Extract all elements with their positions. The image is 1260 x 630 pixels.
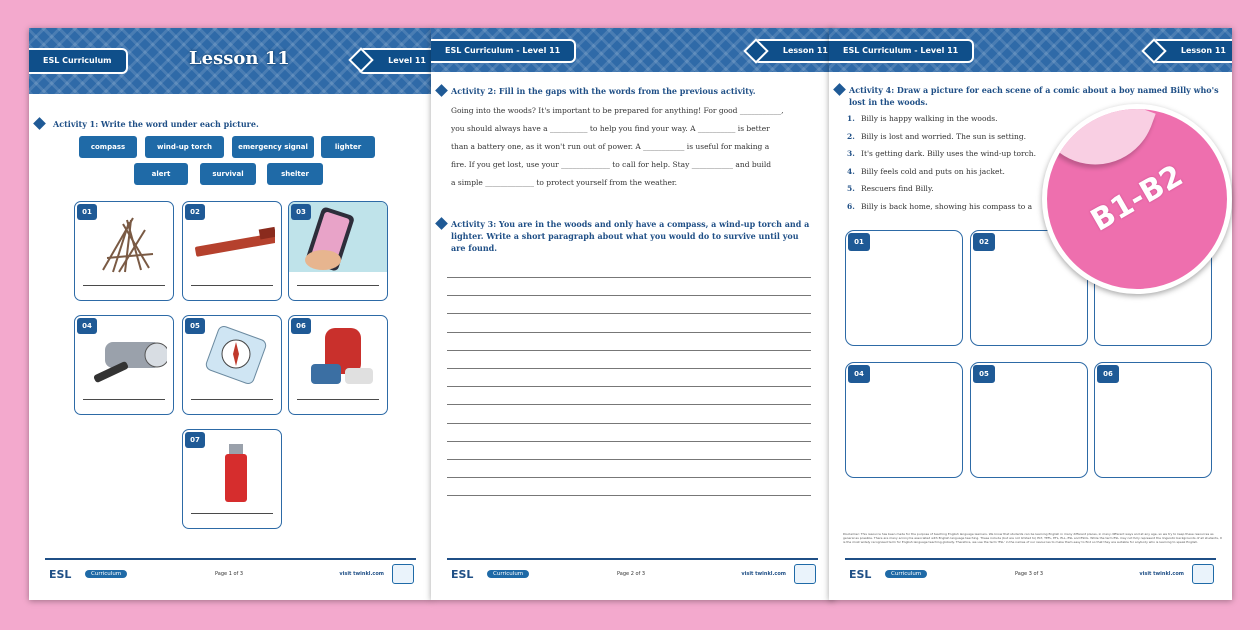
word-chip: emergency signal (232, 136, 314, 158)
list-item: 6. Billy is back home, showing his compass to a (847, 201, 1033, 211)
sticks-image (83, 210, 167, 276)
lesson-label: Lesson 11 (782, 46, 828, 55)
writing-line[interactable] (447, 350, 811, 351)
card-number: 06 (291, 318, 311, 334)
card-number: 03 (291, 204, 311, 220)
panel-number: 05 (973, 365, 995, 383)
twinkl-badge-icon (794, 564, 816, 584)
diamond-icon (743, 38, 768, 63)
writing-line[interactable] (447, 295, 811, 296)
sticker-curl (1042, 104, 1156, 181)
worksheet-page-2 (431, 28, 834, 600)
answer-line[interactable] (83, 285, 165, 286)
page-footer (447, 558, 818, 588)
panel-number: 01 (848, 233, 870, 251)
esl-logo: ESL (849, 568, 872, 581)
curriculum-badge: Curriculum (85, 570, 127, 578)
writing-line[interactable] (447, 332, 811, 333)
list-item: 1. Billy is happy walking in the woods. (847, 114, 998, 123)
activity-4-text: Activity 4: Draw a picture for each scene of a comic about a boy named Billy who's lost in the woods. (849, 85, 1219, 107)
comic-panel[interactable] (970, 362, 1088, 478)
card-number: 02 (185, 204, 205, 220)
writing-line[interactable] (447, 404, 811, 405)
writing-line[interactable] (447, 477, 811, 478)
picture-card (182, 201, 282, 301)
curriculum-tag: ESL Curriculum - Level 11 (829, 39, 974, 63)
picture-card (288, 201, 388, 301)
backpack-image (297, 324, 381, 390)
word-chip: wind-up torch (145, 136, 224, 158)
answer-line[interactable] (297, 399, 379, 400)
writing-line[interactable] (447, 459, 811, 460)
word-chip: survival (200, 163, 256, 185)
panel-number: 06 (1097, 365, 1119, 383)
comic-panel[interactable] (1094, 362, 1212, 478)
esl-logo: ESL (451, 568, 474, 581)
site-link[interactable]: visit twinkl.com (339, 571, 384, 577)
picture-card (288, 315, 388, 415)
activity-1-text: Activity 1: Write the word under each picture. (53, 119, 259, 129)
activity-3-heading (451, 218, 811, 254)
picture-card (182, 429, 282, 529)
diamond-icon (833, 83, 846, 96)
paragraph-line: fire. If you get lost, use your _____________ to call for help. Stay ___________ and build (451, 160, 772, 169)
word-chip: compass (79, 136, 137, 158)
panel-number: 04 (848, 365, 870, 383)
card-number: 05 (185, 318, 205, 334)
activity-2-text: Activity 2: Fill in the gaps with the words from the previous activity. (451, 86, 756, 96)
worksheet-page-1 (29, 28, 432, 600)
site-link[interactable]: visit twinkl.com (741, 571, 786, 577)
page-number: Page 2 of 3 (617, 571, 646, 577)
diamond-icon (435, 84, 448, 97)
word-chip: alert (134, 163, 188, 185)
lesson-title: Lesson 11 (189, 48, 290, 69)
level-label: Level 11 (388, 56, 426, 65)
page-footer (45, 558, 416, 588)
list-item: 3. It's getting dark. Billy uses the wind-up torch. (847, 149, 1036, 158)
activity-4-heading (849, 84, 1219, 108)
page-number: Page 1 of 3 (215, 571, 244, 577)
flare-image (191, 210, 275, 276)
comic-panel[interactable] (845, 362, 963, 478)
disclaimer-text: Disclaimer: This resource has been made for the purpose of teaching English language learners. We know that students can be learning English in many different places, in many different ways and at any age, so we try to keep these resources as general as possible. There are many acronyms associated with English language teaching. These include (but are not limited to) ELT, TEFL, EFL, ELL, ESL and ESOL. While the term ESL may not fully represent the linguistic backgrounds of all students, it is the most widely recognised term for English language teaching globally. Therefore, we use the term 'ESL' in the names of our resources to make them easy to find so that they are suitable for anybody who is learning to speak English. (843, 532, 1222, 544)
page-footer (845, 558, 1216, 588)
card-number: 07 (185, 432, 205, 448)
lighter-image (191, 438, 275, 504)
picture-card (182, 315, 282, 415)
curriculum-badge: Curriculum (487, 570, 529, 578)
page-header (29, 28, 432, 94)
activity-1-heading (53, 118, 413, 130)
writing-line[interactable] (447, 368, 811, 369)
answer-line[interactable] (83, 399, 165, 400)
word-chip: lighter (321, 136, 375, 158)
list-item: 4. Billy feels cold and puts on his jacket. (847, 166, 1005, 176)
panel-number: 02 (973, 233, 995, 251)
curriculum-badge: Curriculum (885, 570, 927, 578)
diamond-icon (33, 117, 46, 130)
curriculum-tag: ESL Curriculum - Level 11 (431, 39, 576, 63)
page-header (829, 28, 1232, 72)
level-sticker (1042, 104, 1232, 294)
word-chip: shelter (267, 163, 323, 185)
answer-line[interactable] (191, 513, 273, 514)
esl-logo: ESL (49, 568, 72, 581)
paragraph-line: Going into the woods? It's important to be prepared for anything! For good ___________, (451, 106, 784, 115)
sticker-label: B1-B2 (1084, 158, 1189, 239)
twinkl-badge-icon (392, 564, 414, 584)
list-item: 5. Rescuers find Billy. (847, 184, 934, 193)
torch-image (83, 324, 167, 390)
lesson-tag (753, 39, 834, 63)
level-tag (358, 48, 432, 74)
twinkl-badge-icon (1192, 564, 1214, 584)
page-header (431, 28, 834, 72)
writing-line[interactable] (447, 441, 811, 442)
paragraph-line: a simple _____________ to protect yourself from the weather. (451, 178, 678, 187)
writing-line[interactable] (447, 277, 811, 278)
curriculum-tag: ESL Curriculum (29, 48, 128, 74)
gap-fill-paragraph (451, 102, 811, 192)
comic-panel[interactable] (845, 230, 963, 346)
writing-line[interactable] (447, 313, 811, 314)
paragraph-line: you should always have a __________ to help you find your way. A __________ is better (451, 124, 770, 133)
picture-card (74, 201, 174, 301)
writing-line[interactable] (447, 423, 811, 424)
lesson-label: Lesson 11 (1180, 46, 1226, 55)
answer-line[interactable] (191, 285, 273, 286)
diamond-icon (1141, 38, 1166, 63)
answer-line[interactable] (191, 399, 273, 400)
paragraph-line: than a battery one, as it won't run out of power. A ___________ is useful for making a (451, 142, 770, 151)
answer-line[interactable] (297, 285, 379, 286)
activity-3-text: Activity 3: You are in the woods and only have a compass, a wind-up torch and a lighter. Write a short paragraph about what you would do to survive until you are found. (451, 219, 810, 253)
picture-card (74, 315, 174, 415)
compass-image (191, 324, 275, 390)
diamond-icon (435, 217, 448, 230)
diamond-icon (348, 47, 373, 72)
writing-line[interactable] (447, 495, 811, 496)
card-number: 01 (77, 204, 97, 220)
lesson-tag (1151, 39, 1232, 63)
site-link[interactable]: visit twinkl.com (1139, 571, 1184, 577)
writing-line[interactable] (447, 386, 811, 387)
list-item: 2. Billy is lost and worried. The sun is setting. (847, 131, 1027, 141)
card-number: 04 (77, 318, 97, 334)
activity-2-heading (451, 85, 811, 97)
page-number: Page 3 of 3 (1015, 571, 1044, 577)
